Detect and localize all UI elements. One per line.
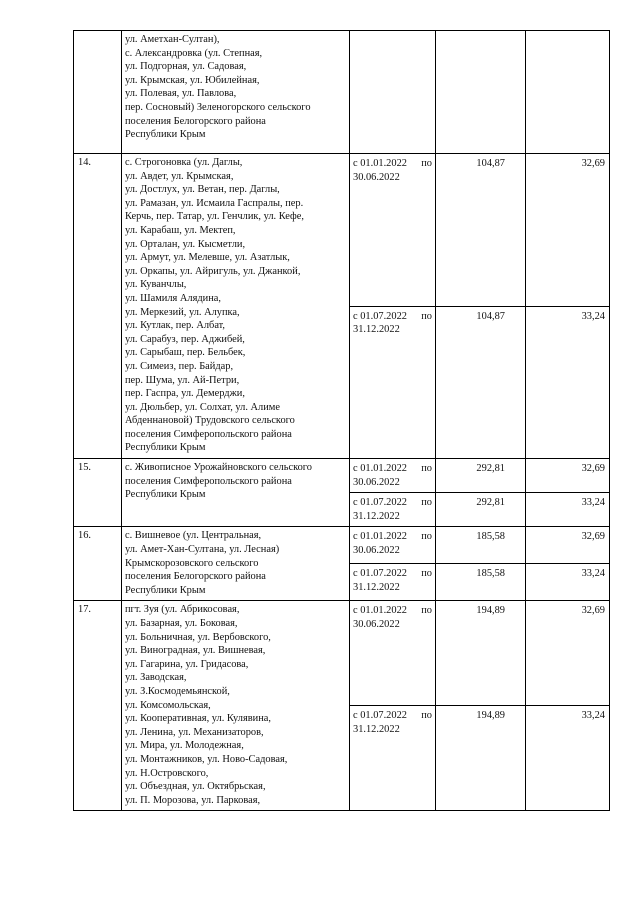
table-row xyxy=(74,154,610,307)
address-line: поселения Симферопольского района xyxy=(125,428,292,440)
period-to: 30.06.2022 xyxy=(353,545,400,557)
period-from-line xyxy=(353,604,432,618)
row-number xyxy=(74,31,122,154)
address-line: поселения Белогорского района xyxy=(125,571,266,583)
row-number: 14. xyxy=(74,154,122,459)
period-to-word: по xyxy=(421,463,432,475)
address-line: Республики Крым xyxy=(125,489,206,501)
tariff-value xyxy=(436,31,526,154)
period-from-line xyxy=(353,530,432,544)
address-line: пер. Гаспра, ул. Демерджи, xyxy=(125,388,245,400)
period-cell xyxy=(350,459,436,493)
row-number: 16. xyxy=(74,527,122,601)
address-line: ул. Кооперативная, ул. Кулявина, xyxy=(125,713,271,725)
table-row xyxy=(74,527,610,564)
period-to: 30.06.2022 xyxy=(353,171,400,183)
address-line: ул. Полевая, ул. Павлова, xyxy=(125,88,237,100)
address-line: ул. Симеиз, пер. Байдар, xyxy=(125,360,234,372)
period-cell xyxy=(350,527,436,564)
address-line: поселения Белогорского района xyxy=(125,115,266,127)
period-from: с 01.01.2022 xyxy=(353,463,407,475)
table-row xyxy=(74,601,610,706)
row-number: 17. xyxy=(74,601,122,811)
address-line: с. Вишневое (ул. Центральная, xyxy=(125,530,262,542)
address-line: ул. Куванчлы, xyxy=(125,279,187,291)
address-line: ул. Гагарина, ул. Гридасова, xyxy=(125,658,249,670)
period-cell xyxy=(350,706,436,811)
tariff-value: 185,58 xyxy=(436,527,526,564)
period-cell xyxy=(350,31,436,154)
rate-value: 33,24 xyxy=(526,564,610,601)
period-to-word: по xyxy=(421,310,432,322)
address-line: ул. Виноградная, ул. Вишневая, xyxy=(125,645,266,657)
address-line: ул. Достлух, ул. Ветан, пер. Даглы, xyxy=(125,184,280,196)
address-line: ул. Орталан, ул. Кысметли, xyxy=(125,238,246,250)
rate-value: 33,24 xyxy=(526,306,610,459)
period-cell xyxy=(350,493,436,527)
period-to: 31.12.2022 xyxy=(353,510,400,522)
period-from: с 01.07.2022 xyxy=(353,568,407,580)
address-line: ул. Кутлак, пер. Албат, xyxy=(125,320,226,332)
address-line: с. Живописное Урожайновского сельского xyxy=(125,462,312,474)
period-to-word: по xyxy=(421,497,432,509)
address-line: ул. Комсомольская, xyxy=(125,699,211,711)
address-line: пер. Сосновый) Зеленогорского сельского xyxy=(125,101,311,113)
address-line: ул. Авдет, ул. Крымская, xyxy=(125,170,234,182)
period-from-line xyxy=(353,709,432,723)
settlement-address xyxy=(122,154,350,459)
table-row xyxy=(74,31,610,154)
tariff-table xyxy=(73,30,610,811)
settlement-address xyxy=(122,527,350,601)
period-to-word: по xyxy=(421,158,432,169)
tariff-value: 104,87 xyxy=(436,306,526,459)
period-to-word: по xyxy=(421,605,432,617)
address-line: ул. Амет-Хан-Султана, ул. Лесная) xyxy=(125,544,280,556)
row-number: 15. xyxy=(74,459,122,527)
address-line: Республики Крым xyxy=(125,129,206,141)
tariff-value: 194,89 xyxy=(436,601,526,706)
period-to: 30.06.2022 xyxy=(353,619,400,630)
address-line: Крымскорозовского сельского xyxy=(125,557,259,569)
address-line: ул. Сарыбаш, пер. Бельбек, xyxy=(125,347,246,359)
address-line: ул. Н.Островского, xyxy=(125,767,209,779)
period-from: с 01.07.2022 xyxy=(353,497,407,509)
period-to-word: по xyxy=(421,568,432,580)
period-from-line xyxy=(353,462,432,476)
address-line: Абденнановой) Трудовского сельского xyxy=(125,415,295,427)
period-from-line xyxy=(353,157,432,171)
tariff-value: 185,58 xyxy=(436,564,526,601)
period-from: с 01.01.2022 xyxy=(353,605,407,617)
table-row xyxy=(74,459,610,493)
period-from: с 01.01.2022 xyxy=(353,531,407,543)
period-from: с 01.07.2022 xyxy=(353,310,407,322)
address-line: Республики Крым xyxy=(125,442,206,454)
address-line: ул. Шамиля Алядина, xyxy=(125,292,221,304)
address-line: ул. Заводская, xyxy=(125,672,187,684)
address-line: Керчь, пер. Татар, ул. Генчлик, ул. Кефе, xyxy=(125,211,304,223)
period-cell xyxy=(350,154,436,307)
address-line: ул. П. Морозова, ул. Парковая, xyxy=(125,794,261,806)
address-line: Республики Крым xyxy=(125,584,206,596)
address-line: пер. Шума, ул. Ай-Петри, xyxy=(125,374,240,386)
address-line: пгт. Зуя (ул. Абрикосовая, xyxy=(125,604,240,616)
settlement-address xyxy=(122,31,350,154)
period-from-line xyxy=(353,567,432,581)
address-line: ул. Карабаш, ул. Мектеп, xyxy=(125,224,236,236)
period-cell xyxy=(350,564,436,601)
address-line: ул. Монтажников, ул. Ново-Садовая, xyxy=(125,753,288,765)
address-line: ул. Объездная, ул. Октябрьская, xyxy=(125,781,266,793)
period-to: 31.12.2022 xyxy=(353,723,400,735)
period-from-line xyxy=(353,496,432,510)
tariff-value: 292,81 xyxy=(436,459,526,493)
tariff-value: 292,81 xyxy=(436,493,526,527)
address-line: ул. Больничная, ул. Вербовского, xyxy=(125,631,271,643)
address-line: поселения Симферопольского района xyxy=(125,475,292,487)
period-to-word: по xyxy=(421,531,432,543)
address-line: ул. Оркапы, ул. Айригуль, ул. Джанкой, xyxy=(125,265,301,277)
period-from: с 01.07.2022 xyxy=(353,710,407,722)
address-line: ул. Базарная, ул. Боковая, xyxy=(125,618,238,629)
address-line: ул. Сарабуз, пер. Аджибей, xyxy=(125,333,245,345)
tariff-table-body xyxy=(74,31,610,811)
rate-value: 32,69 xyxy=(526,459,610,493)
rate-value: 33,24 xyxy=(526,493,610,527)
address-line: ул. Меркезий, ул. Алупка, xyxy=(125,306,240,318)
period-cell xyxy=(350,601,436,706)
address-line: ул. Рамазан, ул. Исмаила Гаспралы, пер. xyxy=(125,197,304,209)
period-to: 31.12.2022 xyxy=(353,324,400,336)
period-to: 31.12.2022 xyxy=(353,582,400,594)
tariff-value: 194,89 xyxy=(436,706,526,811)
settlement-address xyxy=(122,459,350,527)
address-line: ул. Мира, ул. Молодежная, xyxy=(125,740,244,752)
address-line: с. Александровка (ул. Степная, xyxy=(125,47,263,59)
period-to-word: по xyxy=(421,710,432,722)
address-line: ул. Дюльбер, ул. Солхат, ул. Алиме xyxy=(125,401,280,413)
address-line: ул. Подгорная, ул. Садовая, xyxy=(125,61,247,73)
address-line: ул. Армут, ул. Мелевше, ул. Азатлык, xyxy=(125,252,290,264)
address-line: ул. Крымская, ул. Юбилейная, xyxy=(125,74,260,86)
rate-value: 32,69 xyxy=(526,527,610,564)
address-line: ул. З.Космодемьянской, xyxy=(125,685,230,697)
rate-value: 33,24 xyxy=(526,706,610,811)
rate-value: 32,69 xyxy=(526,601,610,706)
tariff-value: 104,87 xyxy=(436,154,526,307)
address-line: с. Строгоновка (ул. Даглы, xyxy=(125,157,243,168)
address-line: ул. Ленина, ул. Механизаторов, xyxy=(125,726,264,738)
address-line: ул. Аметхан-Султан), xyxy=(125,34,220,45)
period-cell xyxy=(350,306,436,459)
period-from-line xyxy=(353,310,432,324)
rate-value: 32,69 xyxy=(526,154,610,307)
rate-value xyxy=(526,31,610,154)
settlement-address xyxy=(122,601,350,811)
period-to: 30.06.2022 xyxy=(353,476,400,488)
period-from: с 01.01.2022 xyxy=(353,158,407,169)
